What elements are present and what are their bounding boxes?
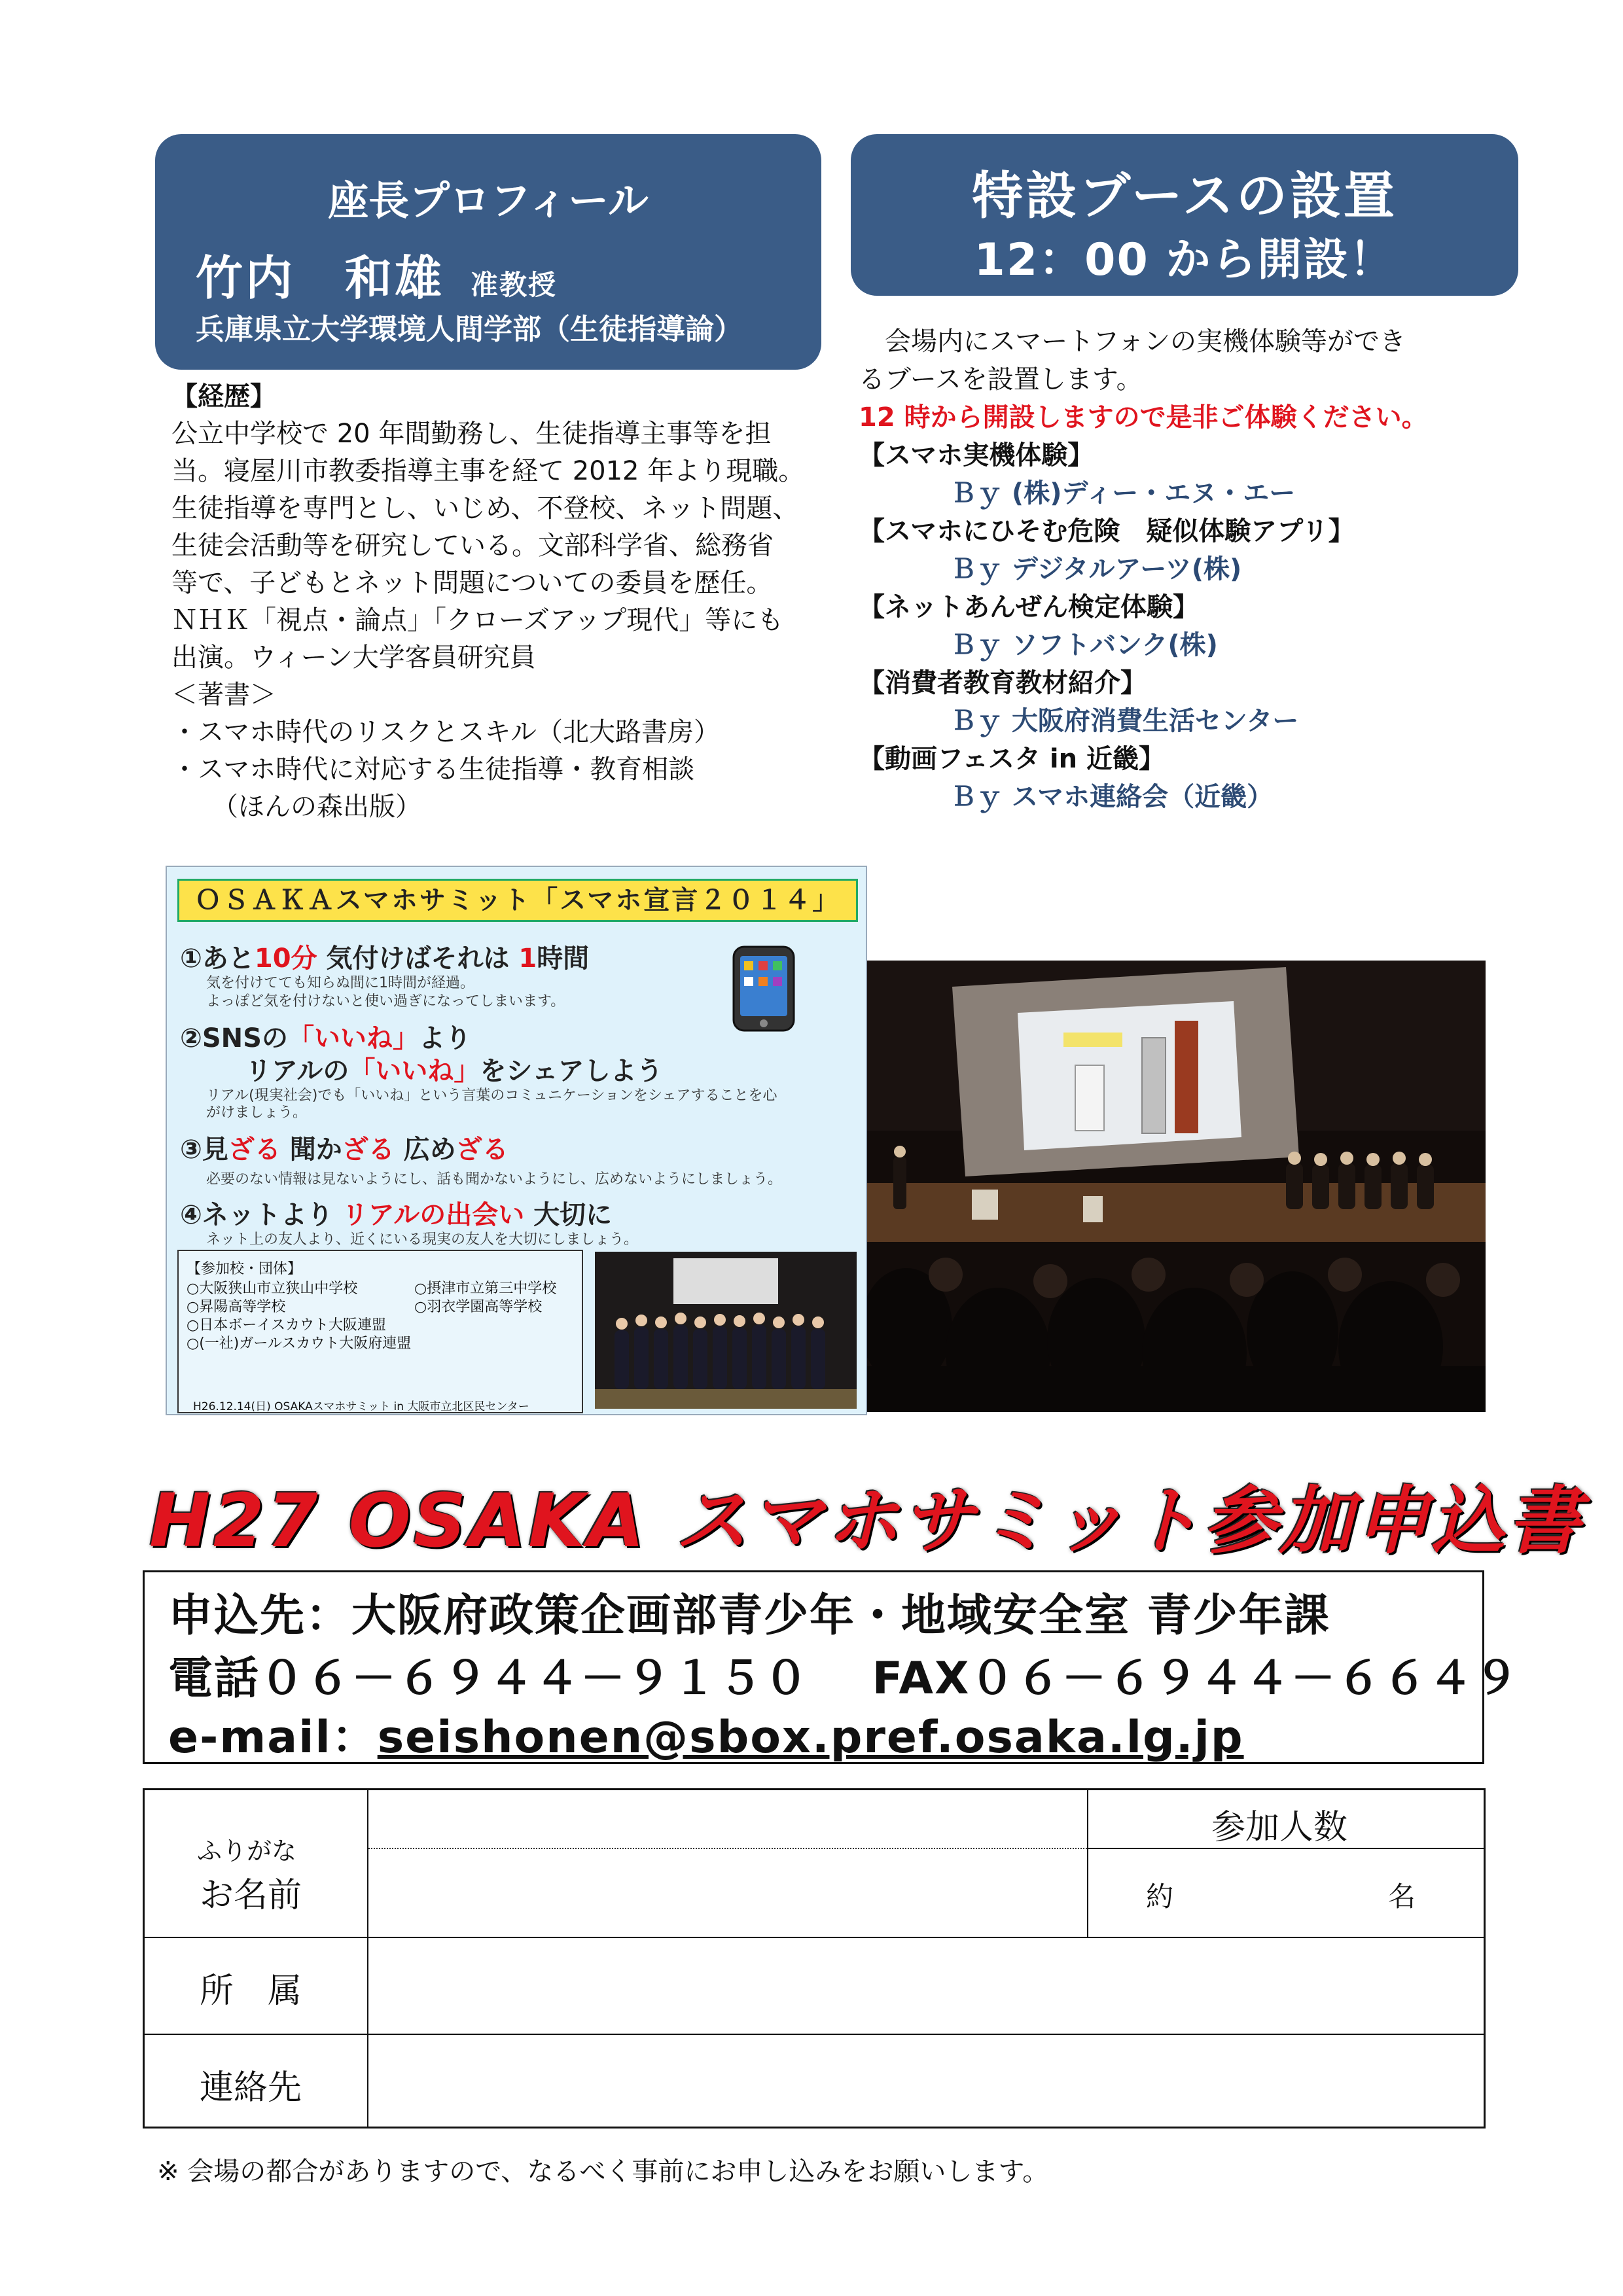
- career-line: ＮＨＫ「視点・論点」「クローズアップ現代」等にも: [171, 605, 784, 635]
- participant: ○羽衣学園高等学校: [414, 1299, 543, 1315]
- furigana-label: ふりがな: [197, 1837, 297, 1865]
- approx-label: 約: [1146, 1881, 1174, 1913]
- affiliation-field[interactable]: [370, 1939, 1482, 2032]
- divider: [1087, 1790, 1088, 1937]
- divider: [367, 1790, 368, 2127]
- career-line: 等で、子どもとネット問題についての委員を歴任。: [171, 568, 773, 598]
- booth-item-by: Ｂｙ (株)ディー・エヌ・エー: [950, 478, 1296, 508]
- booth-item-by: Ｂｙ ソフトバンク(株): [950, 630, 1218, 660]
- declaration-2-note: リアル(現実社会)でも「いいね」という言葉のコミュニケーションをシェアすることを心: [206, 1087, 777, 1104]
- participant: ○日本ボーイスカウト大阪連盟: [187, 1317, 386, 1333]
- contact-field[interactable]: [370, 2036, 1482, 2127]
- booth-item-label: 【動画フェスタ in 近畿】: [859, 744, 1166, 774]
- declaration-4-note: ネット上の友人より、近くにいる現実の友人を大切にしましょう。: [206, 1231, 639, 1248]
- group-photo: [595, 1252, 857, 1409]
- contact-email: [168, 1702, 1244, 1765]
- participant-count-field[interactable]: [1192, 1850, 1375, 1935]
- declaration-2b: リアルの「いいね」をシェアしよう: [245, 1056, 663, 1086]
- declaration-4: ④ネットより リアルの出会い 大切に: [180, 1200, 613, 1230]
- participants-box: [177, 1250, 583, 1413]
- smartphone-icon: [722, 944, 806, 1033]
- career-line: 生徒会活動等を研究している。文部科学省、総務省: [171, 531, 774, 561]
- participant: ○(一社)ガールスカウト大阪府連盟: [187, 1335, 412, 1352]
- count-label: 参加人数: [1211, 1808, 1348, 1847]
- profile-department: 兵庫県立大学環境人間学部（生徒指導論）: [196, 313, 743, 346]
- furigana-field[interactable]: [370, 1793, 1086, 1846]
- name-text: 竹内 和雄: [196, 251, 445, 306]
- application-banner: H27 OSAKA スマホサミット参加申込書: [149, 1479, 1584, 1564]
- booth-header: [851, 134, 1518, 296]
- divider: [145, 1937, 1484, 1938]
- booth-item-by: Ｂｙ スマホ連絡会（近畿）: [950, 782, 1274, 812]
- event-photo: [867, 961, 1486, 1412]
- contact-phone-fax: 電話０６－６９４４－９１５０ FAX０６－６９４４－６６４９: [168, 1653, 1520, 1704]
- booth-time: 12：00 から開設！: [974, 234, 1395, 286]
- poster-caption: H26.12.14(日) OSAKAスマホサミット in 大阪市立北区民センター: [193, 1400, 529, 1413]
- participant: ○昇陽高等学校: [187, 1299, 286, 1315]
- booth-section: [859, 323, 1526, 816]
- contact-label: 連絡先: [200, 2068, 302, 2108]
- book-item: ・スマホ時代に対応する生徒指導・教育相談: [171, 754, 695, 785]
- books-label: ＜著書＞: [171, 680, 276, 710]
- poster-title: ＯＳＡＫＡスマホサミット「スマホ宣言２０１４」: [177, 879, 858, 922]
- profile-heading: 座長プロフィール: [328, 177, 649, 224]
- profile-rank: 准教授: [471, 269, 558, 301]
- booth-item-label: 【消費者教育教材紹介】: [859, 668, 1147, 698]
- booth-item-label: 【スマホ実機体験】: [859, 440, 1094, 470]
- name-field[interactable]: [370, 1850, 1086, 1935]
- booth-item-by: Ｂｙ デジタルアーツ(株): [950, 554, 1242, 584]
- booth-intro: 会場内にスマートフォンの実機体験等ができ: [885, 327, 1406, 357]
- application-form: [143, 1788, 1486, 2128]
- declaration-1: ①あと10分 気付けばそれは 1時間: [180, 944, 590, 974]
- career-line: 当。寝屋川市教委指導主事を経て 2012 年より現職。: [171, 456, 805, 486]
- profile-name: [196, 240, 557, 308]
- booth-title: 特設ブースの設置: [972, 167, 1397, 226]
- profile-header: [155, 134, 821, 370]
- booth-intro: るブースを設置します。: [859, 364, 1143, 395]
- declaration-3: ③見ざる 聞かざる 広めざる: [180, 1135, 508, 1165]
- booth-item-by: Ｂｙ 大阪府消費生活センター: [950, 706, 1299, 736]
- participant: ○摂津市立第三中学校: [414, 1280, 557, 1297]
- declaration-1-note: 気を付けてても知らぬ間に1時間が経過。: [206, 975, 474, 991]
- participants-label: 【参加校・団体】: [187, 1261, 302, 1277]
- booth-item-label: 【ネットあんぜん検定体験】: [859, 592, 1199, 622]
- declaration-1-note: よっぽど気を付けないと使い過ぎになってしまいます。: [206, 993, 565, 1010]
- career-section: [171, 378, 852, 826]
- book-item: ・スマホ時代のリスクとスキル（北大路書房）: [171, 717, 720, 747]
- contact-box: [143, 1570, 1520, 1764]
- divider: [368, 1848, 1087, 1849]
- email-label: e-mail：: [168, 1712, 378, 1763]
- declaration-poster: [166, 866, 867, 1415]
- declaration-2: ②SNSの「いいね」より: [180, 1023, 471, 1053]
- booth-notice: 12 時から開設しますので是非ご体験ください。: [859, 402, 1428, 433]
- booth-item-label: 【スマホにひそむ危険 疑似体験アプリ】: [859, 516, 1355, 546]
- people-unit: 名: [1388, 1881, 1416, 1913]
- divider: [145, 2034, 1484, 2035]
- contact-recipient: 申込先：大阪府政策企画部青少年・地域安全室 青少年課: [168, 1590, 1330, 1642]
- participant: ○大阪狭山市立狭山中学校: [187, 1280, 358, 1297]
- career-line: 公立中学校で 20 年間勤務し、生徒指導主事等を担: [171, 419, 772, 449]
- affiliation-label: 所 属: [200, 1971, 302, 2011]
- book-publisher: （ほんの森出版）: [212, 792, 421, 822]
- name-label: お名前: [200, 1876, 302, 1915]
- career-line: 生徒指導を専門とし、いじめ、不登校、ネット問題、: [171, 493, 799, 523]
- declaration-3-note: 必要のない情報は見ないようにし、話も聞かないようにし、広めないようにしましょう。: [206, 1171, 783, 1188]
- career-label: 【経歴】: [171, 381, 276, 412]
- email-address[interactable]: seishonen@sbox.pref.osaka.lg.jp: [377, 1712, 1244, 1763]
- declaration-2-note: がけましょう。: [206, 1104, 308, 1121]
- footnote: ※ 会場の都合がありますので、なるべく事前にお申し込みをお願いします。: [157, 2157, 1049, 2187]
- career-line: 出演。ウィーン大学客員研究員: [171, 643, 536, 673]
